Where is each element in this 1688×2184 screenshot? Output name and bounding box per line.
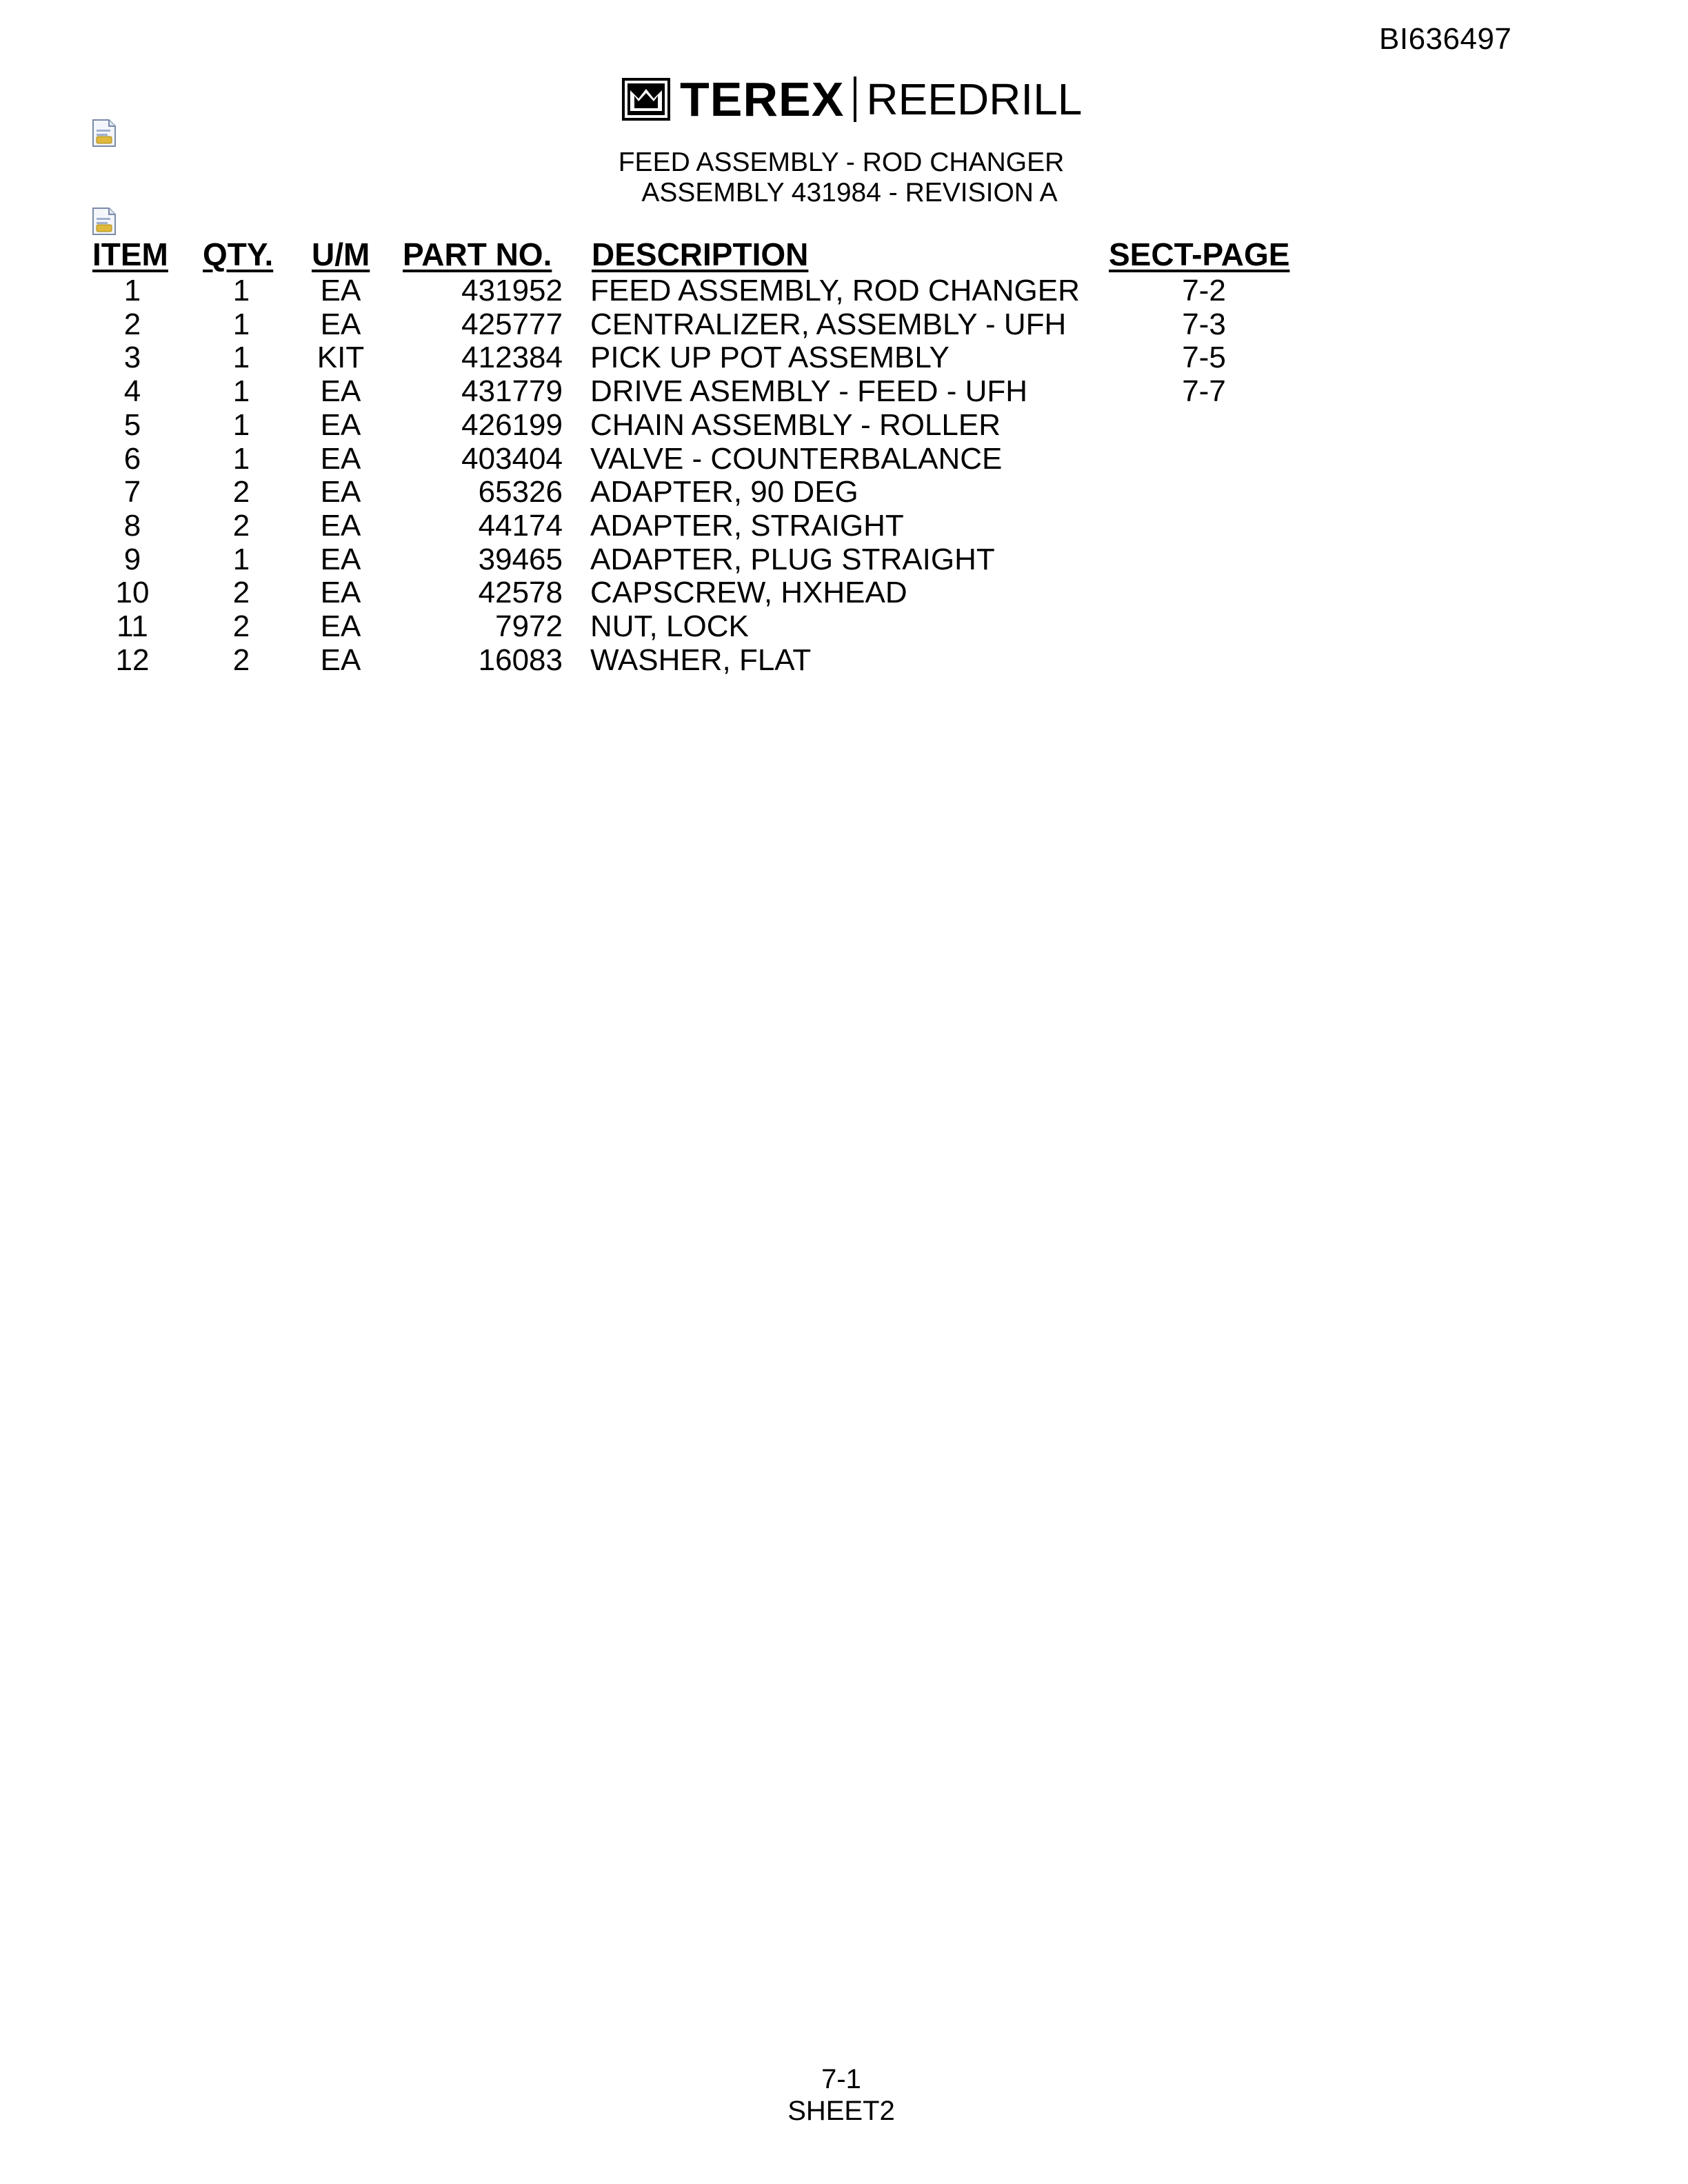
item-cell: 5 [123,407,141,442]
sect-page-cell: 7-2 [1182,274,1226,307]
document-id: BI636497 [1379,22,1512,56]
qty-cell: 1 [232,274,250,307]
um-cell: KIT [316,341,365,375]
column-header-item: ITEM [92,236,168,272]
description-cell: ADAPTER, 90 DEG [590,475,858,509]
page-number: 7-1 [821,2064,861,2094]
qty-cell: 2 [232,576,250,610]
part-number-cell: 42578 [478,576,563,610]
description-cell: CAPSCREW, HXHEAD [590,576,907,610]
description-cell: FEED ASSEMBLY, ROD CHANGER [590,274,1080,307]
part-number-cell: 431779 [461,374,563,409]
um-cell: EA [320,374,361,409]
sect-page-cell: 7-3 [1182,307,1226,341]
part-number-cell: 44174 [478,508,563,543]
part-number-cell: 65326 [478,475,563,509]
part-number-cell: 431952 [461,274,563,307]
part-number-cell: 425777 [461,307,563,341]
description-cell: NUT, LOCK [590,609,749,643]
um-cell: EA [320,407,361,442]
item-cell: 7 [123,475,141,509]
item-cell: 9 [123,542,141,576]
qty-cell: 2 [232,609,250,643]
sect-page-cell: 7-5 [1182,341,1226,375]
logo-sub-text: REEDRILL [866,74,1083,124]
part-number-cell: 412384 [461,341,563,375]
qty-cell: 1 [232,542,250,576]
description-cell: WASHER, FLAT [590,643,812,677]
qty-cell: 1 [232,407,250,442]
terex-reedrill-logo [622,73,1082,125]
item-cell: 12 [115,643,150,677]
description-cell: VALVE - COUNTERBALANCE [590,441,1003,476]
um-cell: EA [320,542,361,576]
part-number-cell: 16083 [478,643,563,677]
qty-cell: 1 [232,341,250,375]
um-cell: EA [320,441,361,476]
qty-cell: 2 [232,475,250,509]
sheet-label: SHEET2 [787,2096,895,2126]
file-doc-icon[interactable] [91,207,117,236]
column-header-um: U/M [312,236,370,272]
column-header-description: DESCRIPTION [592,236,809,272]
description-cell: ADAPTER, PLUG STRAIGHT [590,542,995,576]
qty-cell: 1 [232,307,250,341]
item-cell: 3 [123,341,141,375]
column-header-sect-page: SECT-PAGE [1109,236,1290,272]
description-cell: CHAIN ASSEMBLY - ROLLER [590,407,1001,442]
assembly-subtitle: ASSEMBLY 431984 - REVISION A [641,178,1058,208]
item-cell: 2 [123,307,141,341]
item-cell: 8 [123,508,141,543]
part-number-cell: 39465 [478,542,563,576]
um-cell: EA [320,274,361,307]
um-cell: EA [320,475,361,509]
part-number-cell: 7972 [495,609,563,643]
qty-cell: 1 [232,374,250,409]
terex-crown-logo-icon [622,78,670,121]
qty-cell: 2 [232,643,250,677]
um-cell: EA [320,508,361,543]
logo-brand-text: TEREX [680,72,845,126]
qty-cell: 2 [232,508,250,543]
um-cell: EA [320,307,361,341]
item-cell: 4 [123,374,141,409]
item-cell: 6 [123,441,141,476]
item-cell: 11 [117,609,148,643]
column-header-qty: QTY. [203,236,274,272]
description-cell: ADAPTER, STRAIGHT [590,508,904,543]
qty-cell: 1 [232,441,250,476]
part-number-cell: 403404 [461,441,563,476]
assembly-title: FEED ASSEMBLY - ROD CHANGER [618,148,1065,177]
item-cell: 1 [123,274,141,307]
file-doc-icon[interactable] [91,119,117,148]
um-cell: EA [320,609,361,643]
description-cell: DRIVE ASEMBLY - FEED - UFH [590,374,1028,409]
sect-page-cell: 7-7 [1182,374,1226,409]
description-cell: CENTRALIZER, ASSEMBLY - UFH [590,307,1067,341]
description-cell: PICK UP POT ASSEMBLY [590,341,950,375]
um-cell: EA [320,643,361,677]
part-number-cell: 426199 [461,407,563,442]
um-cell: EA [320,576,361,610]
column-header-part-no: PART NO. [403,236,552,272]
item-cell: 10 [115,576,150,610]
logo-divider [854,77,856,122]
